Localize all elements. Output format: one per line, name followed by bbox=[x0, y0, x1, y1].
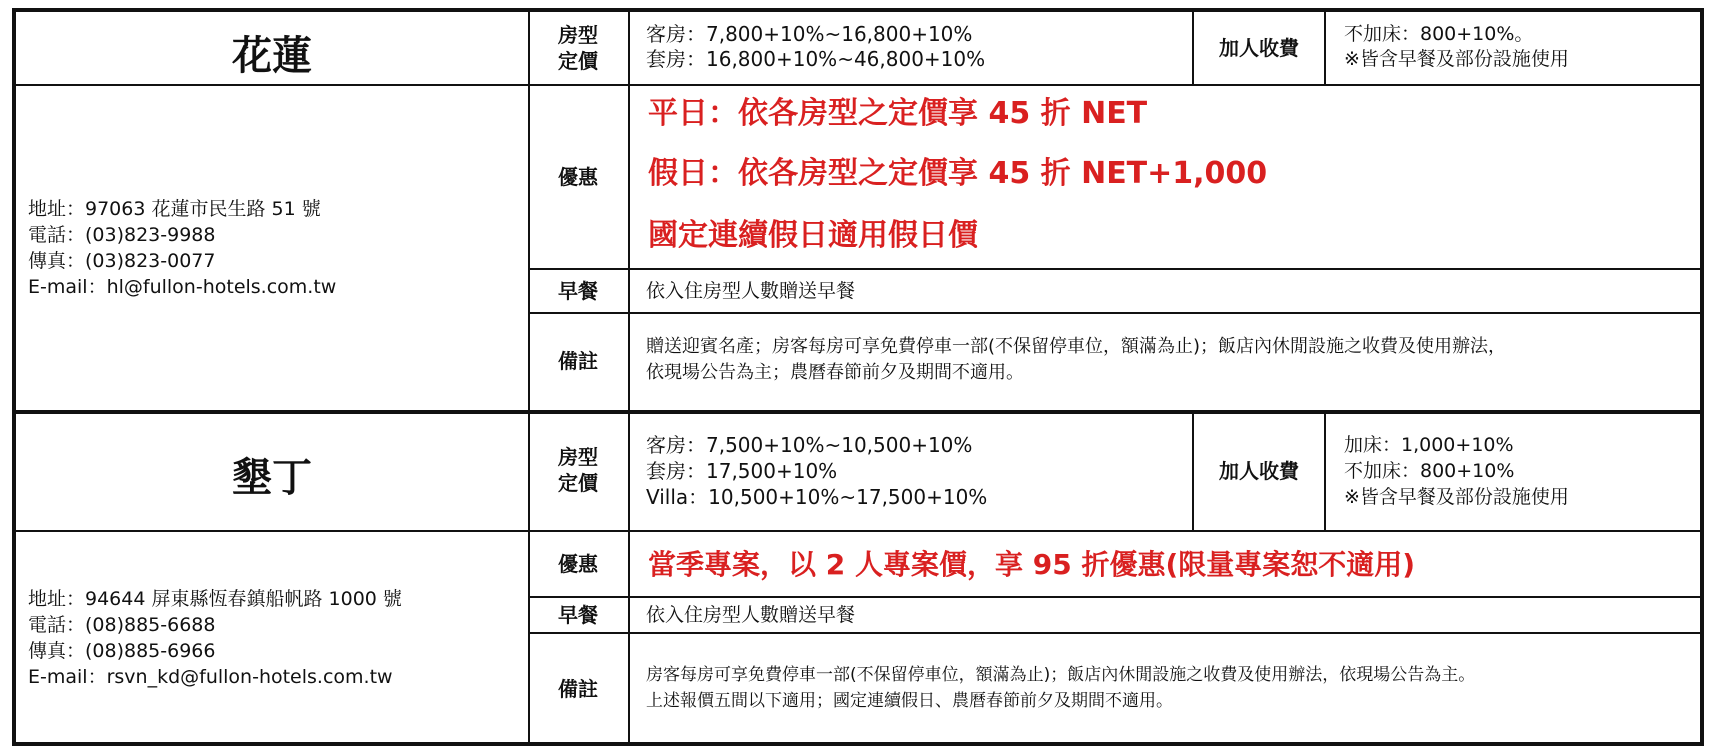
row-line bbox=[528, 596, 1704, 598]
offer-holiday: 國定連續假日適用假日價 bbox=[648, 218, 978, 253]
bottom-border bbox=[12, 742, 1704, 746]
breakfast-text: 依入住房型人數贈送早餐 bbox=[646, 280, 856, 302]
room-type-label-line2: 定價 bbox=[558, 49, 598, 73]
fax: 傳真：(03)823-0077 bbox=[28, 250, 216, 272]
room-type-label bbox=[528, 444, 628, 496]
col-line bbox=[1324, 8, 1326, 86]
col-line bbox=[1324, 410, 1326, 532]
breakfast-label: 早餐 bbox=[558, 603, 598, 627]
remarks-label: 備註 bbox=[558, 677, 598, 701]
phone: 電話：(08)885-6688 bbox=[28, 614, 216, 636]
room-type-label bbox=[528, 22, 628, 74]
section-divider bbox=[12, 410, 1704, 414]
extra-line-1: 不加床：800+10%。 bbox=[1344, 23, 1534, 45]
rate-villa: Villa：10,500+10%~17,500+10% bbox=[646, 485, 988, 509]
room-type-label-line2: 定價 bbox=[558, 471, 598, 495]
offer-label: 優惠 bbox=[558, 552, 598, 576]
remarks-line-2: 依現場公告為主；農曆春節前夕及期間不適用。 bbox=[646, 362, 1024, 383]
right-border bbox=[1700, 8, 1704, 746]
col-line bbox=[628, 8, 630, 746]
top-border bbox=[12, 8, 1704, 12]
offer-label: 優惠 bbox=[558, 165, 598, 189]
email: E-mail：rsvn_kd@fullon-hotels.com.tw bbox=[28, 666, 393, 688]
remarks-label: 備註 bbox=[558, 349, 598, 373]
room-type-label-line1: 房型 bbox=[558, 23, 598, 47]
extra-person-label: 加人收費 bbox=[1219, 459, 1299, 483]
city-title: 墾丁 bbox=[232, 454, 312, 501]
extra-line-2: ※皆含早餐及部份設施使用 bbox=[1344, 48, 1569, 70]
breakfast-text: 依入住房型人數贈送早餐 bbox=[646, 604, 856, 626]
left-border bbox=[12, 8, 16, 746]
offer-weekend: 假日：依各房型之定價享 45 折 NET+1,000 bbox=[648, 156, 1268, 191]
row-line bbox=[528, 632, 1704, 634]
email: E-mail：hl@fullon-hotels.com.tw bbox=[28, 276, 337, 298]
breakfast-label: 早餐 bbox=[558, 279, 598, 303]
room-type-label-line1: 房型 bbox=[558, 445, 598, 469]
address: 地址：94644 屏東縣恆春鎮船帆路 1000 號 bbox=[28, 588, 402, 610]
rate-room: 客房：7,800+10%~16,800+10% bbox=[646, 22, 973, 46]
offer-weekday: 平日：依各房型之定價享 45 折 NET bbox=[648, 96, 1148, 131]
row-line bbox=[12, 530, 1704, 532]
phone: 電話：(03)823-9988 bbox=[28, 224, 216, 246]
row-line bbox=[528, 268, 1704, 270]
extra-line-3: ※皆含早餐及部份設施使用 bbox=[1344, 486, 1569, 508]
rate-suite: 套房：17,500+10% bbox=[646, 459, 838, 483]
row-line bbox=[528, 312, 1704, 314]
address: 地址：97063 花蓮市民生路 51 號 bbox=[28, 198, 321, 220]
offer-seasonal: 當季專案，以 2 人專案價，享 95 折優惠(限量專案恕不適用) bbox=[648, 548, 1416, 581]
remarks-line-2: 上述報價五間以下適用；國定連續假日、農曆春節前夕及期間不適用。 bbox=[646, 691, 1173, 711]
extra-line-1: 加床：1,000+10% bbox=[1344, 434, 1514, 456]
extra-person-label: 加人收費 bbox=[1219, 36, 1299, 60]
row-line bbox=[12, 84, 1704, 86]
city-title: 花蓮 bbox=[232, 32, 312, 79]
rate-room: 客房：7,500+10%~10,500+10% bbox=[646, 433, 973, 457]
fax: 傳真：(08)885-6966 bbox=[28, 640, 216, 662]
rate-suite: 套房：16,800+10%~46,800+10% bbox=[646, 47, 986, 71]
col-line bbox=[528, 8, 530, 746]
remarks-line-1: 贈送迎賓名產；房客每房可享免費停車一部(不保留停車位，額滿為止)；飯店內休閒設施之收費及使用辦法， bbox=[646, 336, 1507, 357]
extra-line-2: 不加床：800+10% bbox=[1344, 460, 1515, 482]
remarks-line-1: 房客每房可享免費停車一部(不保留停車位，額滿為止)；飯店內休閒設施之收費及使用辦法，依現場公告為主。 bbox=[646, 665, 1476, 685]
